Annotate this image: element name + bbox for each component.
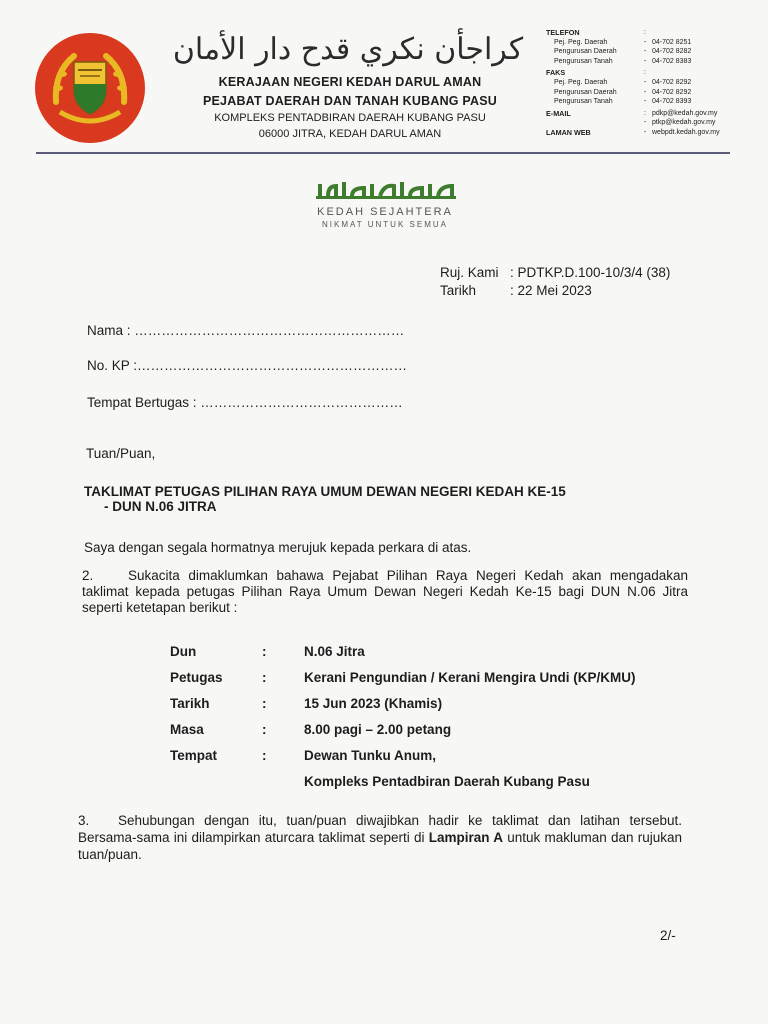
detail-value: Kerani Pengundian / Kerani Mengira Undi (KP/KMU) [304,669,636,685]
detail-value: 8.00 pagi – 2.00 petang [304,721,452,737]
detail-colon: : [262,695,267,711]
page-number: 2/- [660,928,676,943]
paragraph-2-number: 2. [82,568,94,583]
telefon-value-1: 04-702 8282 [652,48,692,56]
faks-label-1: Pengurusan Daerah [554,88,617,96]
detail-value: Dewan Tunku Anum, [304,747,437,763]
detail-key: Tarikh [170,695,210,711]
contact-block: TELEFON : Pej. Peg. Daerah - 04-702 8251 Pengurusan Daerah - 04-702 8282 Pengurusan Tanah - 04-702 8383 FAKS : Pej. Peg. Daerah - 04-702 8292 Pengurusan Daerah - 04-702 8292 Pengurusan Tanah - 04-702 8393 E-MAIL : pdkp@kedah.gov.my - ptkp@kedah.gov.my LAMAN WEB - webpdt.kedah.gov.my [546,28,720,137]
detail-value: 15 Jun 2023 (Khamis) [304,695,443,711]
tempat-bertugas-field: Tempat Bertugas : ……………………………………… [87,395,403,410]
faks-label: FAKS [546,68,566,78]
detail-value: Kompleks Pentadbiran Daerah Kubang Pasu [304,773,590,789]
tarikh-value: 22 Mei 2023 [517,283,592,298]
detail-colon: : [262,747,267,763]
email-1[interactable]: pdkp@kedah.gov.my [652,109,718,117]
detail-key: Masa [170,721,204,737]
reference-block: Ruj. Kami : PDTKP.D.100-10/3/4 (38) Tarikh : 22 Mei 2023 [440,265,671,298]
faks-label-2: Pengurusan Tanah [554,98,613,106]
email-label: E-MAIL [546,108,571,118]
detail-row [170,768,636,794]
header-divider [36,152,730,154]
detail-row [170,742,636,768]
header-line-2: PEJABAT DAERAH DAN TANAH KUBANG PASU [202,94,497,108]
kedah-crest-logo [34,32,146,144]
detail-colon: : [262,643,267,659]
paragraph-3-text-a: Sehubungan dengan itu, tuan/puan diwajibkan hadir ke taklimat dan latihan tersebut. Bersama-sama ini dilampirkan aturcara taklimat seperti di [78,813,682,845]
subject-line-1: TAKLIMAT PETUGAS PILIHAN RAYA UMUM DEWAN NEGERI KEDAH KE-15 [84,484,566,499]
telefon-label-0: Pej. Peg. Daerah [554,38,608,46]
nama-field: Nama : …………………………………………………… [87,323,405,338]
detail-key: Tempat [170,747,218,763]
ruj-label: Ruj. Kami [440,265,499,280]
faks-value-0: 04-702 8292 [652,78,692,86]
detail-value: N.06 Jitra [304,643,365,659]
detail-row [170,690,636,716]
email-2[interactable]: ptkp@kedah.gov.my [652,119,716,127]
detail-row [170,716,636,742]
detail-colon: : [262,721,267,737]
paragraph-1: Saya dengan segala hormatnya merujuk kepada perkara di atas. [84,540,472,555]
paragraph-3-text-b: untuk makluman dan rujukan tuan/puan. [78,830,682,862]
kedah-sejahtera-logo [314,178,458,204]
tarikh-label: Tarikh [440,283,477,298]
telefon-label-1: Pengurusan Daerah [554,48,617,56]
telefon-label-2: Pengurusan Tanah [554,57,613,65]
paragraph-2-text: Sukacita dimaklumkan bahawa Pejabat Pilihan Raya Negeri Kedah akan mengadakan taklimat kepada petugas Pilihan Raya Umum Dewan Negeri Kedah Ke-15 bagi DUN N.06 Jitra seperti ketetapan berikut : [82,568,688,615]
detail-row [170,664,636,690]
faks-label-0: Pej. Peg. Daerah [554,78,608,86]
web-link[interactable]: webpdt.kedah.gov.my [652,128,720,136]
subject-line-2: - DUN N.06 JITRA [104,499,217,514]
faks-value-2: 04-702 8393 [652,98,692,106]
subject-heading [84,484,684,514]
ruj-value: PDTKP.D.100-10/3/4 (38) [517,265,671,280]
paragraph-3-number: 3. [78,813,90,828]
telefon-value-2: 04-702 8383 [652,57,692,65]
faks-value-1: 04-702 8292 [652,88,692,96]
nokp-field: No. KP :…………………………………………………… [87,358,408,373]
header-line-1: KERAJAAN NEGERI KEDAH DARUL AMAN [218,75,482,89]
telefon-label: TELEFON [546,28,580,37]
salutation: Tuan/Puan, [86,446,156,461]
paragraph-2 [82,568,688,616]
detail-row [170,638,636,664]
kedah-sejahtera-subtitle: NIKMAT UNTUK SEMUA [322,220,448,229]
web-label: LAMAN WEB [546,127,591,137]
header-line-4: 06000 JITRA, KEDAH DARUL AMAN [258,128,442,140]
telefon-value-0: 04-702 8251 [652,38,692,46]
detail-colon: : [262,669,267,685]
detail-key: Dun [170,643,197,659]
lampiran-a-ref: Lampiran A [428,830,503,845]
jawi-heading: كراجأن نكري قدح دار الأمان [172,32,524,67]
header-line-3: KOMPLEKS PENTADBIRAN DAERAH KUBANG PASU [214,112,486,124]
paragraph-3 [78,812,682,863]
kedah-sejahtera-title: KEDAH SEJAHTERA [317,206,453,218]
briefing-details [170,638,636,794]
detail-key: Petugas [170,669,223,685]
